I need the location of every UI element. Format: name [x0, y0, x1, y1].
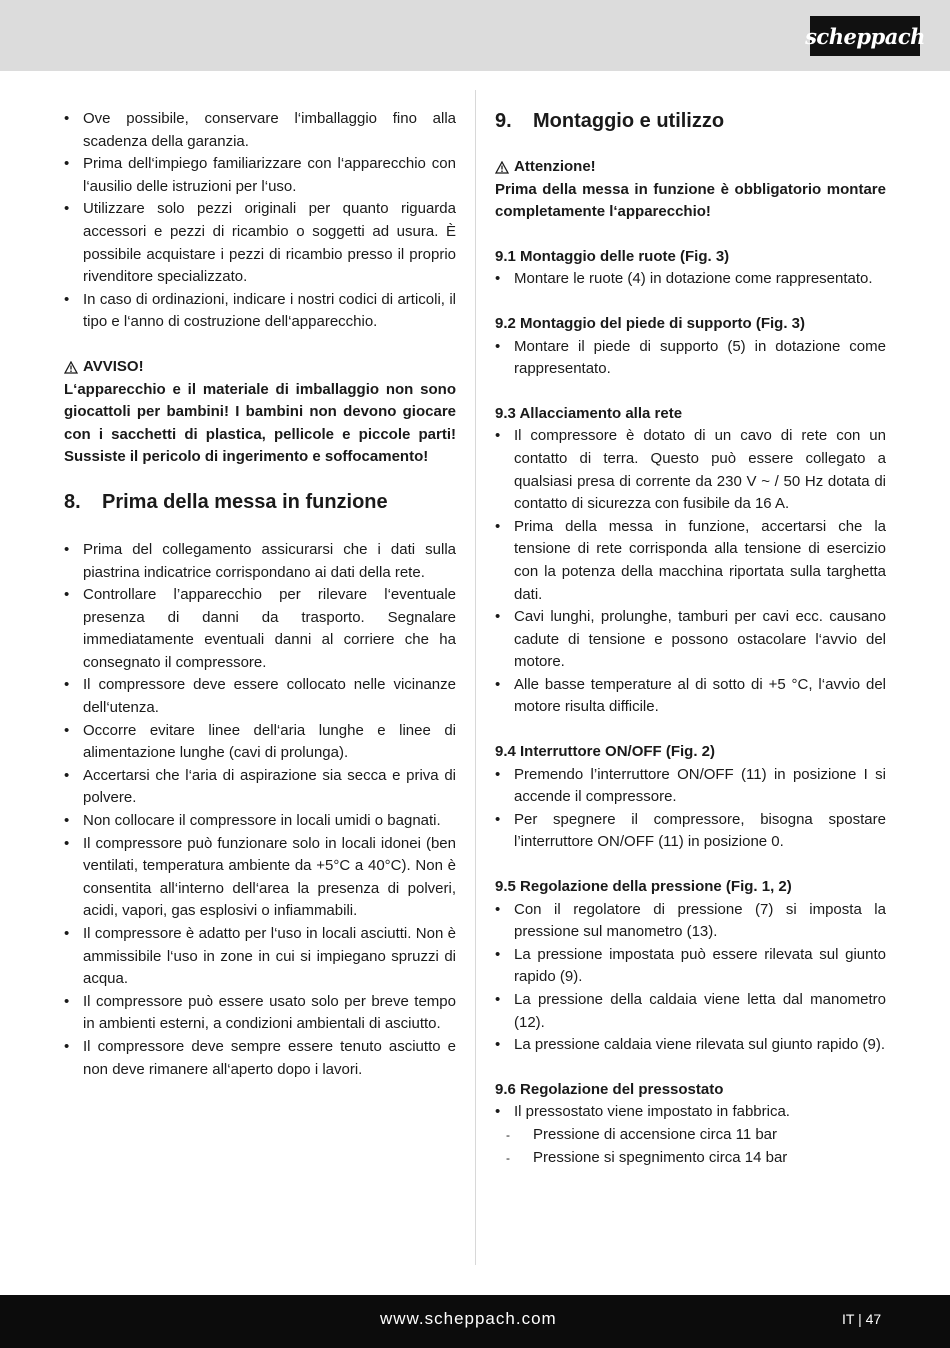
- section-9-heading: [495, 108, 886, 134]
- attention-heading: [495, 156, 886, 179]
- subsection-9-6-title: 9.6 Regolazione del pressostato: [495, 1080, 724, 1098]
- list-item: • Il compressore può essere usato solo per breve tempo in ambienti esterni, a condizioni ambientali di asciutto.: [64, 991, 456, 1036]
- section-number: 9.: [495, 110, 512, 132]
- list-item: • Prima dell‘impiego familiarizzare con l‘apparecchio con l‘ausilio delle istruzioni per l‘uso.: [64, 153, 456, 198]
- list-item: • Prima del collegamento assicurarsi che i dati sulla piastrina indicatrice corrispondano ai dati della rete.: [64, 539, 456, 584]
- subsection-9-2-list: [495, 336, 886, 381]
- section-title: Prima della messa in funzione: [102, 490, 388, 513]
- list-item: • Il compressore è dotato di un cavo di rete con un contatto di terra. Questo può essere collegato a qualsiasi presa di corrente da 230 V ~ / 50 Hz dotata di contatto di sicurezza con fusibile da 16 A.: [495, 425, 886, 515]
- website-url: www.scheppach.com: [380, 1309, 557, 1328]
- list-item: • Per spegnere il compressore, bisogna spostare l’interruttore ON/OFF (11) in posizione 0.: [495, 809, 886, 854]
- list-item: - Pressione si spegnimento circa 14 bar: [506, 1147, 886, 1170]
- list-item: • Occorre evitare linee dell‘aria lunghe e linee di alimentazione lunghe (cavi di prolunga).: [64, 720, 456, 765]
- subsection-9-5-title: 9.5 Regolazione della pressione (Fig. 1, 2): [495, 878, 792, 896]
- list-item: • Controllare l’apparecchio per rilevare l‘eventuale presenza di danni da trasporto. Segnalare immediatamente eventuali danni al corriere che ha consegnato il compressore.: [64, 584, 456, 674]
- list-item: • Il pressostato viene impostato in fabbrica.: [495, 1101, 886, 1124]
- right-column: [495, 108, 886, 1169]
- subsection-9-4-list: [495, 764, 886, 854]
- list-item: • Il compressore è adatto per l‘uso in locali asciutti. Non è ammissibile l‘uso in zone in cui si impiegano spruzzi di acqua.: [64, 923, 456, 991]
- list-item: • Accertarsi che l‘aria di aspirazione sia secca e priva di polvere.: [64, 765, 456, 810]
- brand-logo: scheppach: [810, 16, 920, 56]
- list-item: • La pressione della caldaia viene letta dal manometro (12).: [495, 989, 886, 1034]
- section-8-list: [64, 539, 456, 1081]
- list-item: • Cavi lunghi, prolunghe, tamburi per cavi ecc. causano cadute di tensione e possono ostacolare l‘avvio del motore.: [495, 606, 886, 674]
- subsection-9-4-title: 9.4 Interruttore ON/OFF (Fig. 2): [495, 743, 716, 761]
- list-item: • Il compressore può funzionare solo in locali idonei (ben ventilati, temperatura ambiente da +5°C a 40°C). Non è consentita all‘interno dell‘area la presenza di polveri, acidi, vapori, gas esplosivi o infiammabili.: [64, 833, 456, 923]
- list-item: - Pressione di accensione circa 11 bar: [506, 1124, 886, 1147]
- list-item: • Premendo l’interruttore ON/OFF (11) in posizione I si accende il compressore.: [495, 764, 886, 809]
- subsection-9-1-title: 9.1 Montaggio delle ruote (Fig. 3): [495, 247, 730, 265]
- subsection-9-6-dash-list: [506, 1124, 886, 1169]
- subsection-9-2-title: 9.2 Montaggio del piede di supporto (Fig. 3): [495, 314, 805, 332]
- header-bar: [0, 0, 950, 71]
- list-item: • Con il regolatore di pressione (7) si imposta la pressione sul manometro (13).: [495, 899, 886, 944]
- warning-title: AVVISO!: [83, 357, 144, 375]
- section-8-heading: [64, 489, 456, 515]
- subsection-9-1-list: [495, 268, 886, 291]
- subsection-9-3-list: [495, 425, 886, 719]
- list-item: • Prima della messa in funzione, accertarsi che la tensione di rete corrisponda alla tensione di esercizio con la potenza della macchina riportata sulla targhetta dati.: [495, 516, 886, 606]
- subsection-9-5-list: [495, 899, 886, 1057]
- list-item: • Non collocare il compressore in locali umidi o bagnati.: [64, 810, 456, 833]
- column-divider: [475, 90, 476, 1265]
- subsection-9-3-title: 9.3 Allacciamento alla rete: [495, 404, 683, 422]
- attention-text: Prima della messa in funzione è obbligatorio montare completamente l‘apparecchio!: [495, 180, 886, 221]
- list-item: • Il compressore deve sempre essere tenuto asciutto e non deve rimanere all‘aperto dopo i lavori.: [64, 1036, 456, 1081]
- list-item: • Il compressore deve essere collocato nelle vicinanze dell‘utenza.: [64, 674, 456, 719]
- list-item: • La pressione caldaia viene rilevata sul giunto rapido (9).: [495, 1034, 886, 1057]
- warning-triangle-icon: [495, 161, 509, 174]
- page-number: IT | 47: [842, 1311, 882, 1327]
- list-item: • Montare il piede di supporto (5) in dotazione come rappresentato.: [495, 336, 886, 381]
- list-item: • Ove possibile, conservare l‘imballaggio fino alla scadenza della garanzia.: [64, 108, 456, 153]
- list-item: • Alle basse temperature al di sotto di +5 °C, l‘avvio del motore risulta difficile.: [495, 674, 886, 719]
- warning-text: L‘apparecchio e il materiale di imballaggio non sono giocattoli per bambini! I bambini non devono giocare con i sacchetti di plastica, pellicole e piccole parti! Sussiste il pericolo di ingerimento e soffocamento!: [64, 380, 456, 466]
- list-item: • In caso di ordinazioni, indicare i nostri codici di articoli, il tipo e l‘anno di costruzione dell‘apparecchio.: [64, 289, 456, 334]
- list-item: • La pressione impostata può essere rilevata sul giunto rapido (9).: [495, 944, 886, 989]
- list-item: • Utilizzare solo pezzi originali per quanto riguarda accessori e pezzi di ricambio o soggetti ad usura. È possibile acquistare i pezzi di ricambio presso il proprio rivenditore specializzato.: [64, 198, 456, 288]
- intro-list: [64, 108, 456, 334]
- warning-triangle-icon: [64, 361, 78, 374]
- section-number: 8.: [64, 490, 81, 513]
- footer-bar: [0, 1295, 950, 1348]
- list-item: • Montare le ruote (4) in dotazione come rappresentato.: [495, 268, 886, 291]
- section-title: Montaggio e utilizzo: [533, 110, 725, 132]
- left-column: [64, 108, 456, 1081]
- subsection-9-6-list: [495, 1101, 886, 1124]
- warning-heading: [64, 356, 456, 379]
- attention-title: Attenzione!: [514, 158, 596, 175]
